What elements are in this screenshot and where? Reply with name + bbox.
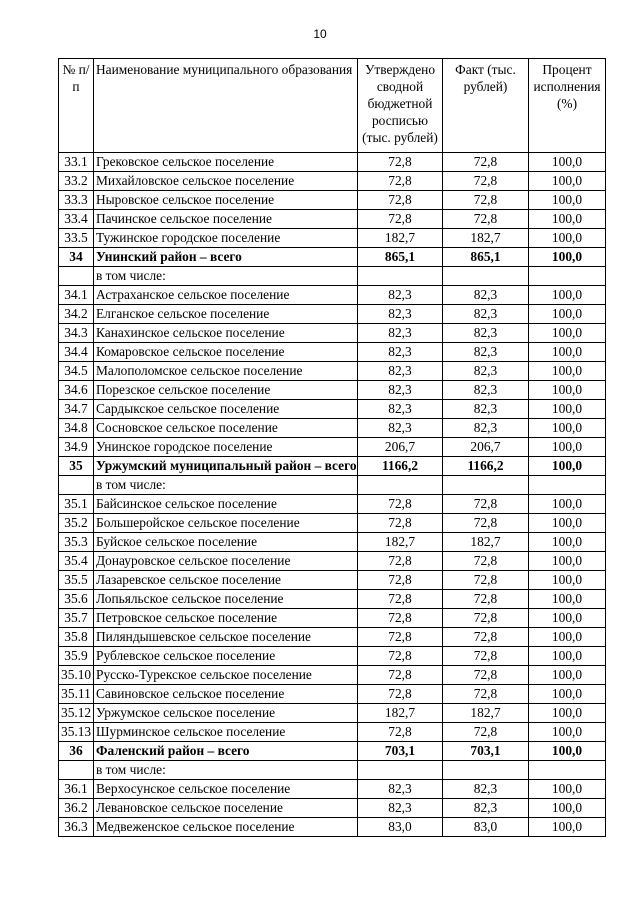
- row-fact-value: [443, 476, 529, 495]
- row-approved-value: 72,8: [358, 172, 443, 191]
- row-approved-value: 82,3: [358, 324, 443, 343]
- row-fact-value: 72,8: [443, 571, 529, 590]
- row-fact-value: 72,8: [443, 191, 529, 210]
- row-fact-value: 182,7: [443, 533, 529, 552]
- row-fact-value: 182,7: [443, 704, 529, 723]
- row-approved-value: 703,1: [358, 742, 443, 761]
- row-fact-value: [443, 761, 529, 780]
- row-fact-value: 72,8: [443, 628, 529, 647]
- row-percent-value: 100,0: [529, 818, 606, 837]
- row-percent-value: 100,0: [529, 685, 606, 704]
- row-municipality-name: Савиновское сельское поселение: [94, 685, 358, 704]
- table-row: [59, 818, 606, 837]
- row-number: 34.6: [59, 381, 94, 400]
- table-row: [59, 362, 606, 381]
- row-municipality-name: Сосновское сельское поселение: [94, 419, 358, 438]
- table-row: [59, 571, 606, 590]
- row-percent-value: 100,0: [529, 552, 606, 571]
- row-approved-value: 72,8: [358, 628, 443, 647]
- row-municipality-name: Шурминское сельское поселение: [94, 723, 358, 742]
- row-approved-value: 182,7: [358, 533, 443, 552]
- row-number: 35.13: [59, 723, 94, 742]
- table-row: [59, 723, 606, 742]
- row-number: 33.2: [59, 172, 94, 191]
- row-percent-value: 100,0: [529, 495, 606, 514]
- table-row: [59, 286, 606, 305]
- row-number: 33.3: [59, 191, 94, 210]
- table-row: [59, 400, 606, 419]
- table-row-district-total: [59, 457, 606, 476]
- row-fact-value: 82,3: [443, 400, 529, 419]
- row-number: 33.5: [59, 229, 94, 248]
- row-approved-value: 82,3: [358, 400, 443, 419]
- row-number: 34.2: [59, 305, 94, 324]
- row-fact-value: 72,8: [443, 495, 529, 514]
- row-percent-value: 100,0: [529, 590, 606, 609]
- table-row-subheading: [59, 267, 606, 286]
- row-fact-value: 82,3: [443, 362, 529, 381]
- row-fact-value: 82,3: [443, 286, 529, 305]
- row-number: 35.1: [59, 495, 94, 514]
- row-number: 34.5: [59, 362, 94, 381]
- table-row: [59, 647, 606, 666]
- table-row-subheading: [59, 476, 606, 495]
- row-municipality-name: Елганское сельское поселение: [94, 305, 358, 324]
- row-fact-value: 72,8: [443, 723, 529, 742]
- header-municipality-name: Наименование муниципального образования: [94, 59, 358, 153]
- table-row: [59, 172, 606, 191]
- row-municipality-name: Лазаревское сельское поселение: [94, 571, 358, 590]
- row-municipality-name: Левановское сельское поселение: [94, 799, 358, 818]
- row-municipality-name: Рублевское сельское поселение: [94, 647, 358, 666]
- row-approved-value: 72,8: [358, 552, 443, 571]
- row-fact-value: 83,0: [443, 818, 529, 837]
- row-number: 35.10: [59, 666, 94, 685]
- row-approved-value: [358, 267, 443, 286]
- row-approved-value: 82,3: [358, 799, 443, 818]
- row-municipality-name: Тужинское городское поселение: [94, 229, 358, 248]
- row-fact-value: 72,8: [443, 153, 529, 172]
- row-municipality-name: Астраханское сельское поселение: [94, 286, 358, 305]
- row-percent-value: 100,0: [529, 780, 606, 799]
- row-approved-value: 865,1: [358, 248, 443, 267]
- row-approved-value: 206,7: [358, 438, 443, 457]
- table-row-subheading: [59, 761, 606, 780]
- header-percent: Процент исполнения (%): [529, 59, 606, 153]
- row-number: [59, 476, 94, 495]
- table-row: [59, 704, 606, 723]
- row-municipality-name: Байсинское сельское поселение: [94, 495, 358, 514]
- row-percent-value: 100,0: [529, 419, 606, 438]
- row-percent-value: 100,0: [529, 153, 606, 172]
- row-number: 33.1: [59, 153, 94, 172]
- row-municipality-name: в том числе:: [94, 476, 358, 495]
- row-percent-value: 100,0: [529, 628, 606, 647]
- row-approved-value: 182,7: [358, 704, 443, 723]
- row-number: [59, 761, 94, 780]
- row-approved-value: [358, 761, 443, 780]
- row-approved-value: 72,8: [358, 571, 443, 590]
- row-fact-value: 865,1: [443, 248, 529, 267]
- row-approved-value: 72,8: [358, 666, 443, 685]
- row-fact-value: 72,8: [443, 172, 529, 191]
- row-number: 34.9: [59, 438, 94, 457]
- row-municipality-name: Донауровское сельское поселение: [94, 552, 358, 571]
- row-number: 34: [59, 248, 94, 267]
- row-fact-value: 82,3: [443, 305, 529, 324]
- row-approved-value: 72,8: [358, 210, 443, 229]
- table-body: [59, 153, 606, 837]
- table-row: [59, 343, 606, 362]
- row-percent-value: 100,0: [529, 248, 606, 267]
- row-number: 34.1: [59, 286, 94, 305]
- row-percent-value: 100,0: [529, 647, 606, 666]
- row-percent-value: 100,0: [529, 533, 606, 552]
- row-number: 34.4: [59, 343, 94, 362]
- row-approved-value: 72,8: [358, 153, 443, 172]
- row-fact-value: 72,8: [443, 514, 529, 533]
- row-number: 35.7: [59, 609, 94, 628]
- row-number: 35.5: [59, 571, 94, 590]
- row-percent-value: [529, 761, 606, 780]
- row-municipality-name: в том числе:: [94, 267, 358, 286]
- page-number: 10: [313, 27, 327, 41]
- table-row: [59, 685, 606, 704]
- table-row: [59, 419, 606, 438]
- row-fact-value: 82,3: [443, 343, 529, 362]
- budget-table: [58, 58, 606, 837]
- row-municipality-name: в том числе:: [94, 761, 358, 780]
- table-row: [59, 628, 606, 647]
- row-percent-value: 100,0: [529, 438, 606, 457]
- row-number: 35.12: [59, 704, 94, 723]
- table-row: [59, 324, 606, 343]
- row-municipality-name: Русско-Турекское сельское поселение: [94, 666, 358, 685]
- row-number: 35.9: [59, 647, 94, 666]
- row-approved-value: 82,3: [358, 780, 443, 799]
- row-percent-value: [529, 267, 606, 286]
- table-row: [59, 305, 606, 324]
- table-row-district-total: [59, 742, 606, 761]
- row-municipality-name: Унинский район – всего: [94, 248, 358, 267]
- row-percent-value: 100,0: [529, 324, 606, 343]
- row-approved-value: 82,3: [358, 362, 443, 381]
- row-fact-value: 72,8: [443, 609, 529, 628]
- row-municipality-name: Уржумский муниципальный район – всего: [94, 457, 358, 476]
- row-approved-value: 1166,2: [358, 457, 443, 476]
- row-number: 36.1: [59, 780, 94, 799]
- table-row: [59, 799, 606, 818]
- row-number: 35.11: [59, 685, 94, 704]
- table-row: [59, 666, 606, 685]
- row-municipality-name: Малополомское сельское поселение: [94, 362, 358, 381]
- row-approved-value: 72,8: [358, 685, 443, 704]
- row-approved-value: [358, 476, 443, 495]
- row-fact-value: 82,3: [443, 419, 529, 438]
- row-percent-value: 100,0: [529, 229, 606, 248]
- row-municipality-name: Лопьяльское сельское поселение: [94, 590, 358, 609]
- row-municipality-name: Буйское сельское поселение: [94, 533, 358, 552]
- row-percent-value: 100,0: [529, 514, 606, 533]
- row-number: 36.2: [59, 799, 94, 818]
- table-row-district-total: [59, 248, 606, 267]
- row-number: 34.7: [59, 400, 94, 419]
- table-row: [59, 552, 606, 571]
- row-municipality-name: Канахинское сельское поселение: [94, 324, 358, 343]
- row-municipality-name: Грековское сельское поселение: [94, 153, 358, 172]
- row-number: 36: [59, 742, 94, 761]
- row-municipality-name: Большеройское сельское поселение: [94, 514, 358, 533]
- row-percent-value: 100,0: [529, 704, 606, 723]
- row-percent-value: 100,0: [529, 799, 606, 818]
- row-municipality-name: Пиляндышевское сельское поселение: [94, 628, 358, 647]
- row-fact-value: 82,3: [443, 780, 529, 799]
- row-number: 35: [59, 457, 94, 476]
- row-fact-value: 72,8: [443, 552, 529, 571]
- row-approved-value: 83,0: [358, 818, 443, 837]
- row-percent-value: 100,0: [529, 210, 606, 229]
- row-percent-value: 100,0: [529, 723, 606, 742]
- row-number: 35.3: [59, 533, 94, 552]
- row-fact-value: 82,3: [443, 799, 529, 818]
- row-percent-value: 100,0: [529, 666, 606, 685]
- row-number: 35.6: [59, 590, 94, 609]
- table-row: [59, 590, 606, 609]
- row-approved-value: 182,7: [358, 229, 443, 248]
- row-approved-value: 82,3: [358, 381, 443, 400]
- row-number: 34.3: [59, 324, 94, 343]
- row-percent-value: 100,0: [529, 286, 606, 305]
- row-municipality-name: Ныровское сельское поселение: [94, 191, 358, 210]
- row-fact-value: 72,8: [443, 210, 529, 229]
- row-municipality-name: Сардыкское сельское поселение: [94, 400, 358, 419]
- row-approved-value: 82,3: [358, 286, 443, 305]
- table-row: [59, 210, 606, 229]
- row-fact-value: 72,8: [443, 685, 529, 704]
- row-percent-value: 100,0: [529, 343, 606, 362]
- row-municipality-name: Петровское сельское поселение: [94, 609, 358, 628]
- header-approved: Утверждено сводной бюджетной росписью (тыс. рублей): [358, 59, 443, 153]
- row-fact-value: 72,8: [443, 590, 529, 609]
- row-percent-value: 100,0: [529, 191, 606, 210]
- row-percent-value: 100,0: [529, 381, 606, 400]
- row-number: [59, 267, 94, 286]
- row-fact-value: 72,8: [443, 666, 529, 685]
- row-percent-value: 100,0: [529, 172, 606, 191]
- row-fact-value: 82,3: [443, 381, 529, 400]
- row-municipality-name: Уржумское сельское поселение: [94, 704, 358, 723]
- row-percent-value: 100,0: [529, 362, 606, 381]
- table-row: [59, 514, 606, 533]
- header-fact: Факт (тыс. рублей): [443, 59, 529, 153]
- row-fact-value: 1166,2: [443, 457, 529, 476]
- row-number: 33.4: [59, 210, 94, 229]
- row-municipality-name: Фаленский район – всего: [94, 742, 358, 761]
- table-row: [59, 229, 606, 248]
- table-row: [59, 438, 606, 457]
- row-number: 36.3: [59, 818, 94, 837]
- row-municipality-name: Унинское городское поселение: [94, 438, 358, 457]
- header-number: № п/п: [59, 59, 94, 153]
- row-approved-value: 72,8: [358, 514, 443, 533]
- row-municipality-name: Пачинское сельское поселение: [94, 210, 358, 229]
- row-municipality-name: Медвеженское сельское поселение: [94, 818, 358, 837]
- row-number: 35.2: [59, 514, 94, 533]
- row-municipality-name: Комаровское сельское поселение: [94, 343, 358, 362]
- table-row: [59, 533, 606, 552]
- row-percent-value: 100,0: [529, 305, 606, 324]
- row-percent-value: 100,0: [529, 571, 606, 590]
- row-percent-value: 100,0: [529, 609, 606, 628]
- row-fact-value: 206,7: [443, 438, 529, 457]
- row-fact-value: 182,7: [443, 229, 529, 248]
- table-header-row: [59, 59, 606, 153]
- row-fact-value: 72,8: [443, 647, 529, 666]
- table-row: [59, 495, 606, 514]
- table-row: [59, 381, 606, 400]
- table-row: [59, 780, 606, 799]
- row-percent-value: [529, 476, 606, 495]
- row-number: 34.8: [59, 419, 94, 438]
- row-approved-value: 72,8: [358, 590, 443, 609]
- row-percent-value: 100,0: [529, 742, 606, 761]
- row-number: 35.4: [59, 552, 94, 571]
- row-approved-value: 72,8: [358, 495, 443, 514]
- table-row: [59, 191, 606, 210]
- table-row: [59, 609, 606, 628]
- row-municipality-name: Верхосунское сельское поселение: [94, 780, 358, 799]
- row-fact-value: 82,3: [443, 324, 529, 343]
- row-approved-value: 72,8: [358, 609, 443, 628]
- row-approved-value: 72,8: [358, 191, 443, 210]
- row-approved-value: 72,8: [358, 723, 443, 742]
- row-percent-value: 100,0: [529, 457, 606, 476]
- row-municipality-name: Михайловское сельское поселение: [94, 172, 358, 191]
- row-approved-value: 82,3: [358, 419, 443, 438]
- row-fact-value: 703,1: [443, 742, 529, 761]
- row-percent-value: 100,0: [529, 400, 606, 419]
- row-number: 35.8: [59, 628, 94, 647]
- row-approved-value: 82,3: [358, 343, 443, 362]
- row-approved-value: 72,8: [358, 647, 443, 666]
- row-municipality-name: Порезское сельское поселение: [94, 381, 358, 400]
- table-row: [59, 153, 606, 172]
- row-fact-value: [443, 267, 529, 286]
- row-approved-value: 82,3: [358, 305, 443, 324]
